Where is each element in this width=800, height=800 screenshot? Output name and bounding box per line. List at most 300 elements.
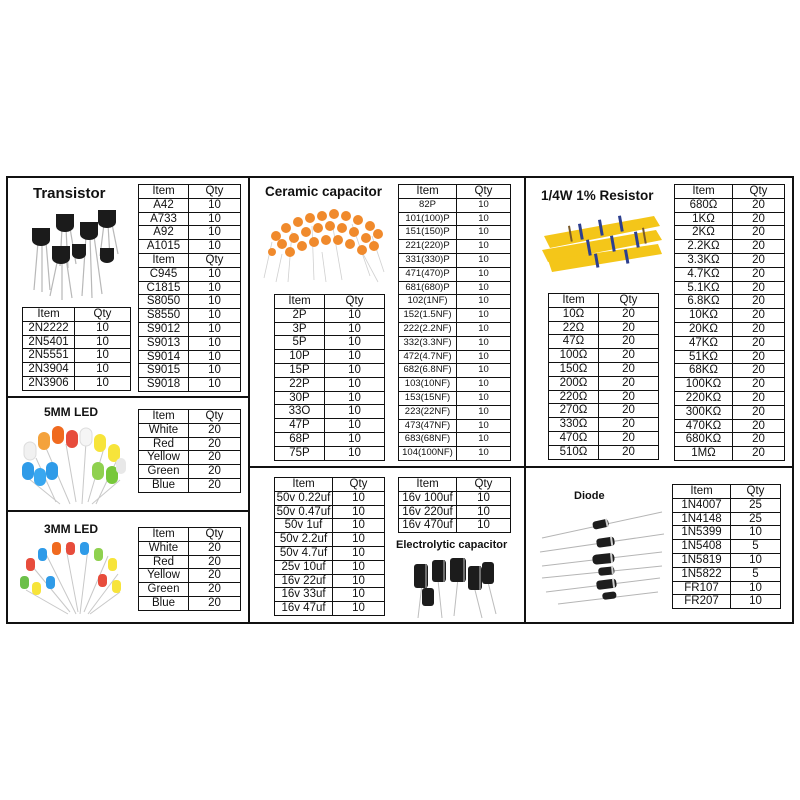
- item-cell: 2N3906: [23, 376, 75, 390]
- qty-cell: 10: [325, 363, 385, 377]
- electrolytic-table-right: [398, 477, 511, 533]
- qty-cell: 10: [189, 364, 241, 378]
- qty-cell: 10: [325, 377, 385, 391]
- qty-cell: 20: [599, 335, 659, 349]
- item-cell: Item: [139, 253, 189, 267]
- qty-cell: 20: [733, 322, 785, 336]
- table-row: [675, 336, 785, 350]
- table-row: [139, 423, 241, 437]
- item-cell: 33O: [275, 405, 325, 419]
- qty-cell: 10: [457, 212, 511, 226]
- qty-cell: 25: [731, 512, 781, 526]
- item-cell: 330Ω: [549, 418, 599, 432]
- qty-cell: 10: [189, 378, 241, 392]
- item-cell: S9015: [139, 364, 189, 378]
- item-cell: 2N3904: [23, 363, 75, 377]
- qty-cell: 10: [333, 602, 385, 616]
- qty-cell: 10: [189, 295, 241, 309]
- qty-cell: 10: [457, 433, 511, 447]
- item-cell: 100Ω: [549, 349, 599, 363]
- divider-transistor-led5: [6, 396, 249, 398]
- item-cell: 1N4007: [673, 498, 731, 512]
- qty-cell: 20: [733, 364, 785, 378]
- table-row: [399, 350, 511, 364]
- qty-cell: 20: [733, 226, 785, 240]
- item-cell: 2P: [275, 308, 325, 322]
- table-row: [549, 335, 659, 349]
- qty-cell: 20: [733, 447, 785, 461]
- item-cell: S9012: [139, 322, 189, 336]
- table-header-row: [139, 410, 241, 424]
- table-row: [139, 350, 241, 364]
- qty-cell: 20: [189, 451, 241, 465]
- qty-cell: 10: [189, 281, 241, 295]
- table-row: [673, 581, 781, 595]
- qty-cell: 20: [733, 405, 785, 419]
- item-cell: A1015: [139, 240, 189, 254]
- qty-cell: 10: [457, 405, 511, 419]
- table-row: [675, 447, 785, 461]
- table-row: [275, 419, 385, 433]
- item-cell: 1MΩ: [675, 447, 733, 461]
- divider-ceramic-electrolytic: [249, 466, 525, 468]
- transistor-table-a: [138, 184, 241, 392]
- item-cell: White: [139, 423, 189, 437]
- item-cell: 3.3KΩ: [675, 253, 733, 267]
- item-cell: 681(680)P: [399, 281, 457, 295]
- table-row: [675, 322, 785, 336]
- table-row: [275, 336, 385, 350]
- qty-cell: 20: [599, 362, 659, 376]
- item-cell: 300KΩ: [675, 405, 733, 419]
- table-row: [673, 526, 781, 540]
- item-cell: White: [139, 541, 189, 555]
- item-cell: 200Ω: [549, 376, 599, 390]
- qty-cell: 20: [599, 321, 659, 335]
- table-header-row: [675, 185, 785, 199]
- header-item: Item: [275, 478, 333, 492]
- table-row: [399, 419, 511, 433]
- table-row: [139, 198, 241, 212]
- table-header-row: [673, 485, 781, 499]
- table-header-row: [399, 185, 511, 199]
- qty-cell: 10: [333, 560, 385, 574]
- table-row: [549, 307, 659, 321]
- ceramic-title: Ceramic capacitor: [265, 184, 383, 199]
- table-header-row: [549, 294, 659, 308]
- qty-cell: 10: [325, 336, 385, 350]
- table-row: [275, 446, 385, 460]
- header-item: Item: [139, 528, 189, 542]
- table-row: [139, 309, 241, 323]
- header-qty: Qty: [733, 185, 785, 199]
- table-header-row: [139, 528, 241, 542]
- qty-cell: 20: [733, 350, 785, 364]
- header-qty: Qty: [325, 295, 385, 309]
- item-cell: 68KΩ: [675, 364, 733, 378]
- qty-cell: 20: [733, 309, 785, 323]
- item-cell: 331(330)P: [399, 253, 457, 267]
- table-row: [675, 281, 785, 295]
- item-cell: 151(150)P: [399, 226, 457, 240]
- qty-cell: 20: [189, 555, 241, 569]
- table-row: [139, 281, 241, 295]
- item-cell: Yellow: [139, 569, 189, 583]
- header-qty: Qty: [189, 528, 241, 542]
- table-row: [139, 378, 241, 392]
- table-row: [675, 212, 785, 226]
- qty-cell: 10: [333, 546, 385, 560]
- qty-cell: 10: [457, 378, 511, 392]
- table-row: [275, 377, 385, 391]
- table-row: [139, 437, 241, 451]
- qty-cell: 10: [325, 322, 385, 336]
- ceramic-capacitor-image: [262, 202, 388, 284]
- qty-cell: 10: [325, 432, 385, 446]
- table-row: [399, 198, 511, 212]
- table-row: [399, 295, 511, 309]
- table-header-row: [139, 185, 241, 199]
- item-cell: 220Ω: [549, 390, 599, 404]
- table-row: [675, 240, 785, 254]
- item-cell: 5.1KΩ: [675, 281, 733, 295]
- table-row: [673, 567, 781, 581]
- table-row: [549, 321, 659, 335]
- table-row: [275, 560, 385, 574]
- item-cell: FR207: [673, 595, 731, 609]
- table-row: [675, 253, 785, 267]
- header-qty: Qty: [189, 185, 241, 199]
- table-row: [139, 569, 241, 583]
- item-cell: 152(1.5NF): [399, 309, 457, 323]
- qty-cell: 10: [189, 322, 241, 336]
- item-cell: Blue: [139, 596, 189, 610]
- qty-cell: 20: [189, 596, 241, 610]
- qty-cell: 10: [457, 253, 511, 267]
- table-row: [549, 445, 659, 459]
- qty-cell: 20: [733, 267, 785, 281]
- resistor-table-left: [548, 293, 659, 460]
- item-cell: 102(1NF): [399, 295, 457, 309]
- qty-cell: 20: [599, 445, 659, 459]
- table-row: [675, 198, 785, 212]
- qty-cell: 20: [733, 198, 785, 212]
- table-row: [399, 226, 511, 240]
- item-cell: 15P: [275, 363, 325, 377]
- table-row: [549, 390, 659, 404]
- qty-cell: 10: [731, 595, 781, 609]
- table-row: [23, 335, 131, 349]
- item-cell: 680KΩ: [675, 433, 733, 447]
- table-row: [399, 240, 511, 254]
- item-cell: 16v 470uf: [399, 519, 457, 533]
- item-cell: 223(22NF): [399, 405, 457, 419]
- item-cell: 22P: [275, 377, 325, 391]
- table-row: [399, 505, 511, 519]
- resistor-image: [538, 210, 666, 280]
- item-cell: 100KΩ: [675, 378, 733, 392]
- table-header-row: [275, 478, 385, 492]
- item-cell: 30P: [275, 391, 325, 405]
- qty-cell: 20: [189, 437, 241, 451]
- qty-cell: 10: [457, 322, 511, 336]
- table-row: [549, 431, 659, 445]
- qty-cell: 10: [457, 309, 511, 323]
- table-row: [275, 574, 385, 588]
- diode-title: Diode: [574, 490, 605, 502]
- table-row: [675, 378, 785, 392]
- transistor-title: Transistor: [33, 185, 106, 202]
- item-cell: 104(100NF): [399, 447, 457, 461]
- item-cell: 101(100)P: [399, 212, 457, 226]
- item-cell: 2N5551: [23, 349, 75, 363]
- header-qty: Qty: [599, 294, 659, 308]
- item-cell: S9013: [139, 336, 189, 350]
- qty-cell: 10: [189, 198, 241, 212]
- item-cell: S9014: [139, 350, 189, 364]
- qty-cell: 10: [457, 491, 511, 505]
- item-cell: 51KΩ: [675, 350, 733, 364]
- electrolytic-capacitor-image: [408, 554, 500, 620]
- item-cell: 1N5399: [673, 526, 731, 540]
- item-cell: 50v 1uf: [275, 519, 333, 533]
- qty-cell: 10: [325, 308, 385, 322]
- item-cell: 16v 220uf: [399, 505, 457, 519]
- item-cell: 1N4148: [673, 512, 731, 526]
- ceramic-table-left: [274, 294, 385, 461]
- header-qty: Qty: [457, 478, 511, 492]
- qty-cell: 10: [325, 391, 385, 405]
- table-row: [139, 596, 241, 610]
- item-cell: 20KΩ: [675, 322, 733, 336]
- table-row: [275, 405, 385, 419]
- header-qty: Qty: [189, 410, 241, 424]
- qty-cell: 10: [457, 350, 511, 364]
- item-cell: A733: [139, 212, 189, 226]
- qty-cell: 20: [733, 212, 785, 226]
- table-row: [673, 540, 781, 554]
- divider-right: [524, 176, 526, 624]
- table-row: [275, 505, 385, 519]
- table-row: [673, 512, 781, 526]
- qty-cell: 20: [599, 404, 659, 418]
- table-row: [275, 602, 385, 616]
- item-cell: Yellow: [139, 451, 189, 465]
- item-cell: 2N2222: [23, 321, 75, 335]
- table-row: [275, 391, 385, 405]
- table-header-row: [23, 308, 131, 322]
- transistor-table-b: [22, 307, 131, 391]
- item-cell: 4.7KΩ: [675, 267, 733, 281]
- item-cell: 50v 2.2uf: [275, 533, 333, 547]
- table-row: [399, 519, 511, 533]
- qty-cell: 20: [733, 336, 785, 350]
- item-cell: 1N5408: [673, 540, 731, 554]
- item-cell: 150Ω: [549, 362, 599, 376]
- divider-led5-led3: [6, 510, 249, 512]
- table-row: [399, 267, 511, 281]
- header-item: Item: [23, 308, 75, 322]
- table-row: [23, 363, 131, 377]
- table-row: [549, 376, 659, 390]
- table-row: [139, 253, 241, 267]
- item-cell: 3P: [275, 322, 325, 336]
- item-cell: 680Ω: [675, 198, 733, 212]
- qty-cell: 10: [333, 588, 385, 602]
- table-row: [399, 378, 511, 392]
- table-row: [139, 212, 241, 226]
- table-row: [139, 364, 241, 378]
- item-cell: 16v 100uf: [399, 491, 457, 505]
- table-row: [549, 404, 659, 418]
- table-row: [399, 447, 511, 461]
- item-cell: 50v 0.47uf: [275, 505, 333, 519]
- qty-cell: 20: [189, 465, 241, 479]
- item-cell: 16v 47uf: [275, 602, 333, 616]
- qty-cell: 20: [189, 478, 241, 492]
- table-header-row: [399, 478, 511, 492]
- table-row: [275, 322, 385, 336]
- item-cell: Green: [139, 465, 189, 479]
- qty-cell: 10: [325, 419, 385, 433]
- table-row: [675, 309, 785, 323]
- item-cell: 47KΩ: [675, 336, 733, 350]
- table-row: [675, 350, 785, 364]
- led3-image: [18, 536, 128, 616]
- qty-cell: 10: [189, 309, 241, 323]
- table-row: [549, 362, 659, 376]
- table-row: [139, 240, 241, 254]
- qty-cell: Qty: [189, 253, 241, 267]
- qty-cell: 10: [457, 226, 511, 240]
- qty-cell: 20: [733, 378, 785, 392]
- qty-cell: 10: [325, 405, 385, 419]
- table-row: [23, 376, 131, 390]
- table-row: [139, 465, 241, 479]
- item-cell: A92: [139, 226, 189, 240]
- qty-cell: 20: [189, 569, 241, 583]
- qty-cell: 10: [189, 212, 241, 226]
- qty-cell: 10: [189, 350, 241, 364]
- item-cell: 103(10NF): [399, 378, 457, 392]
- table-row: [675, 391, 785, 405]
- qty-cell: 20: [733, 391, 785, 405]
- qty-cell: 10: [457, 198, 511, 212]
- qty-cell: 10: [75, 335, 131, 349]
- item-cell: 50v 0.22uf: [275, 491, 333, 505]
- table-row: [275, 363, 385, 377]
- table-row: [399, 491, 511, 505]
- resistor-table-right: [674, 184, 785, 461]
- qty-cell: 10: [333, 533, 385, 547]
- divider-resistor-diode: [525, 466, 794, 468]
- item-cell: 470Ω: [549, 431, 599, 445]
- item-cell: Blue: [139, 478, 189, 492]
- item-cell: 332(3.3NF): [399, 336, 457, 350]
- table-row: [139, 451, 241, 465]
- item-cell: 473(47NF): [399, 419, 457, 433]
- item-cell: 16v 33uf: [275, 588, 333, 602]
- qty-cell: 5: [731, 540, 781, 554]
- header-item: Item: [673, 485, 731, 499]
- table-row: [675, 405, 785, 419]
- item-cell: 472(4.7NF): [399, 350, 457, 364]
- item-cell: 10Ω: [549, 307, 599, 321]
- qty-cell: 10: [457, 447, 511, 461]
- qty-cell: 10: [333, 505, 385, 519]
- qty-cell: 10: [333, 491, 385, 505]
- qty-cell: 10: [457, 391, 511, 405]
- table-row: [549, 418, 659, 432]
- qty-cell: 20: [599, 349, 659, 363]
- table-row: [673, 498, 781, 512]
- item-cell: A42: [139, 198, 189, 212]
- table-row: [399, 322, 511, 336]
- header-item: Item: [275, 295, 325, 309]
- table-row: [139, 322, 241, 336]
- header-qty: Qty: [333, 478, 385, 492]
- item-cell: 222(2.2NF): [399, 322, 457, 336]
- table-row: [23, 321, 131, 335]
- diode-image: [538, 508, 666, 612]
- item-cell: 10P: [275, 350, 325, 364]
- qty-cell: 20: [189, 583, 241, 597]
- table-row: [275, 350, 385, 364]
- item-cell: S9018: [139, 378, 189, 392]
- table-row: [399, 253, 511, 267]
- qty-cell: 20: [733, 433, 785, 447]
- table-row: [399, 281, 511, 295]
- item-cell: 2N5401: [23, 335, 75, 349]
- item-cell: 510Ω: [549, 445, 599, 459]
- table-row: [275, 546, 385, 560]
- item-cell: C1815: [139, 281, 189, 295]
- header-qty: Qty: [457, 185, 511, 199]
- table-row: [139, 295, 241, 309]
- item-cell: 16v 22uf: [275, 574, 333, 588]
- item-cell: Green: [139, 583, 189, 597]
- item-cell: 82P: [399, 198, 457, 212]
- qty-cell: 10: [457, 240, 511, 254]
- item-cell: 470KΩ: [675, 419, 733, 433]
- table-row: [675, 226, 785, 240]
- qty-cell: 10: [75, 349, 131, 363]
- table-row: [399, 212, 511, 226]
- item-cell: 153(15NF): [399, 391, 457, 405]
- table-row: [549, 349, 659, 363]
- led3-table: [138, 527, 241, 611]
- header-item: Item: [399, 478, 457, 492]
- table-row: [675, 364, 785, 378]
- table-row: [275, 432, 385, 446]
- led5-image: [16, 418, 128, 506]
- qty-cell: 10: [731, 553, 781, 567]
- table-row: [675, 433, 785, 447]
- table-row: [275, 491, 385, 505]
- qty-cell: 20: [733, 253, 785, 267]
- qty-cell: 10: [457, 336, 511, 350]
- led5-table: [138, 409, 241, 493]
- qty-cell: 20: [189, 541, 241, 555]
- item-cell: 2.2KΩ: [675, 240, 733, 254]
- divider-left: [248, 176, 250, 624]
- led5-title: 5MM LED: [44, 405, 98, 419]
- diode-table: [672, 484, 781, 609]
- header-qty: Qty: [731, 485, 781, 499]
- table-row: [275, 588, 385, 602]
- qty-cell: 20: [599, 307, 659, 321]
- item-cell: 682(6.8NF): [399, 364, 457, 378]
